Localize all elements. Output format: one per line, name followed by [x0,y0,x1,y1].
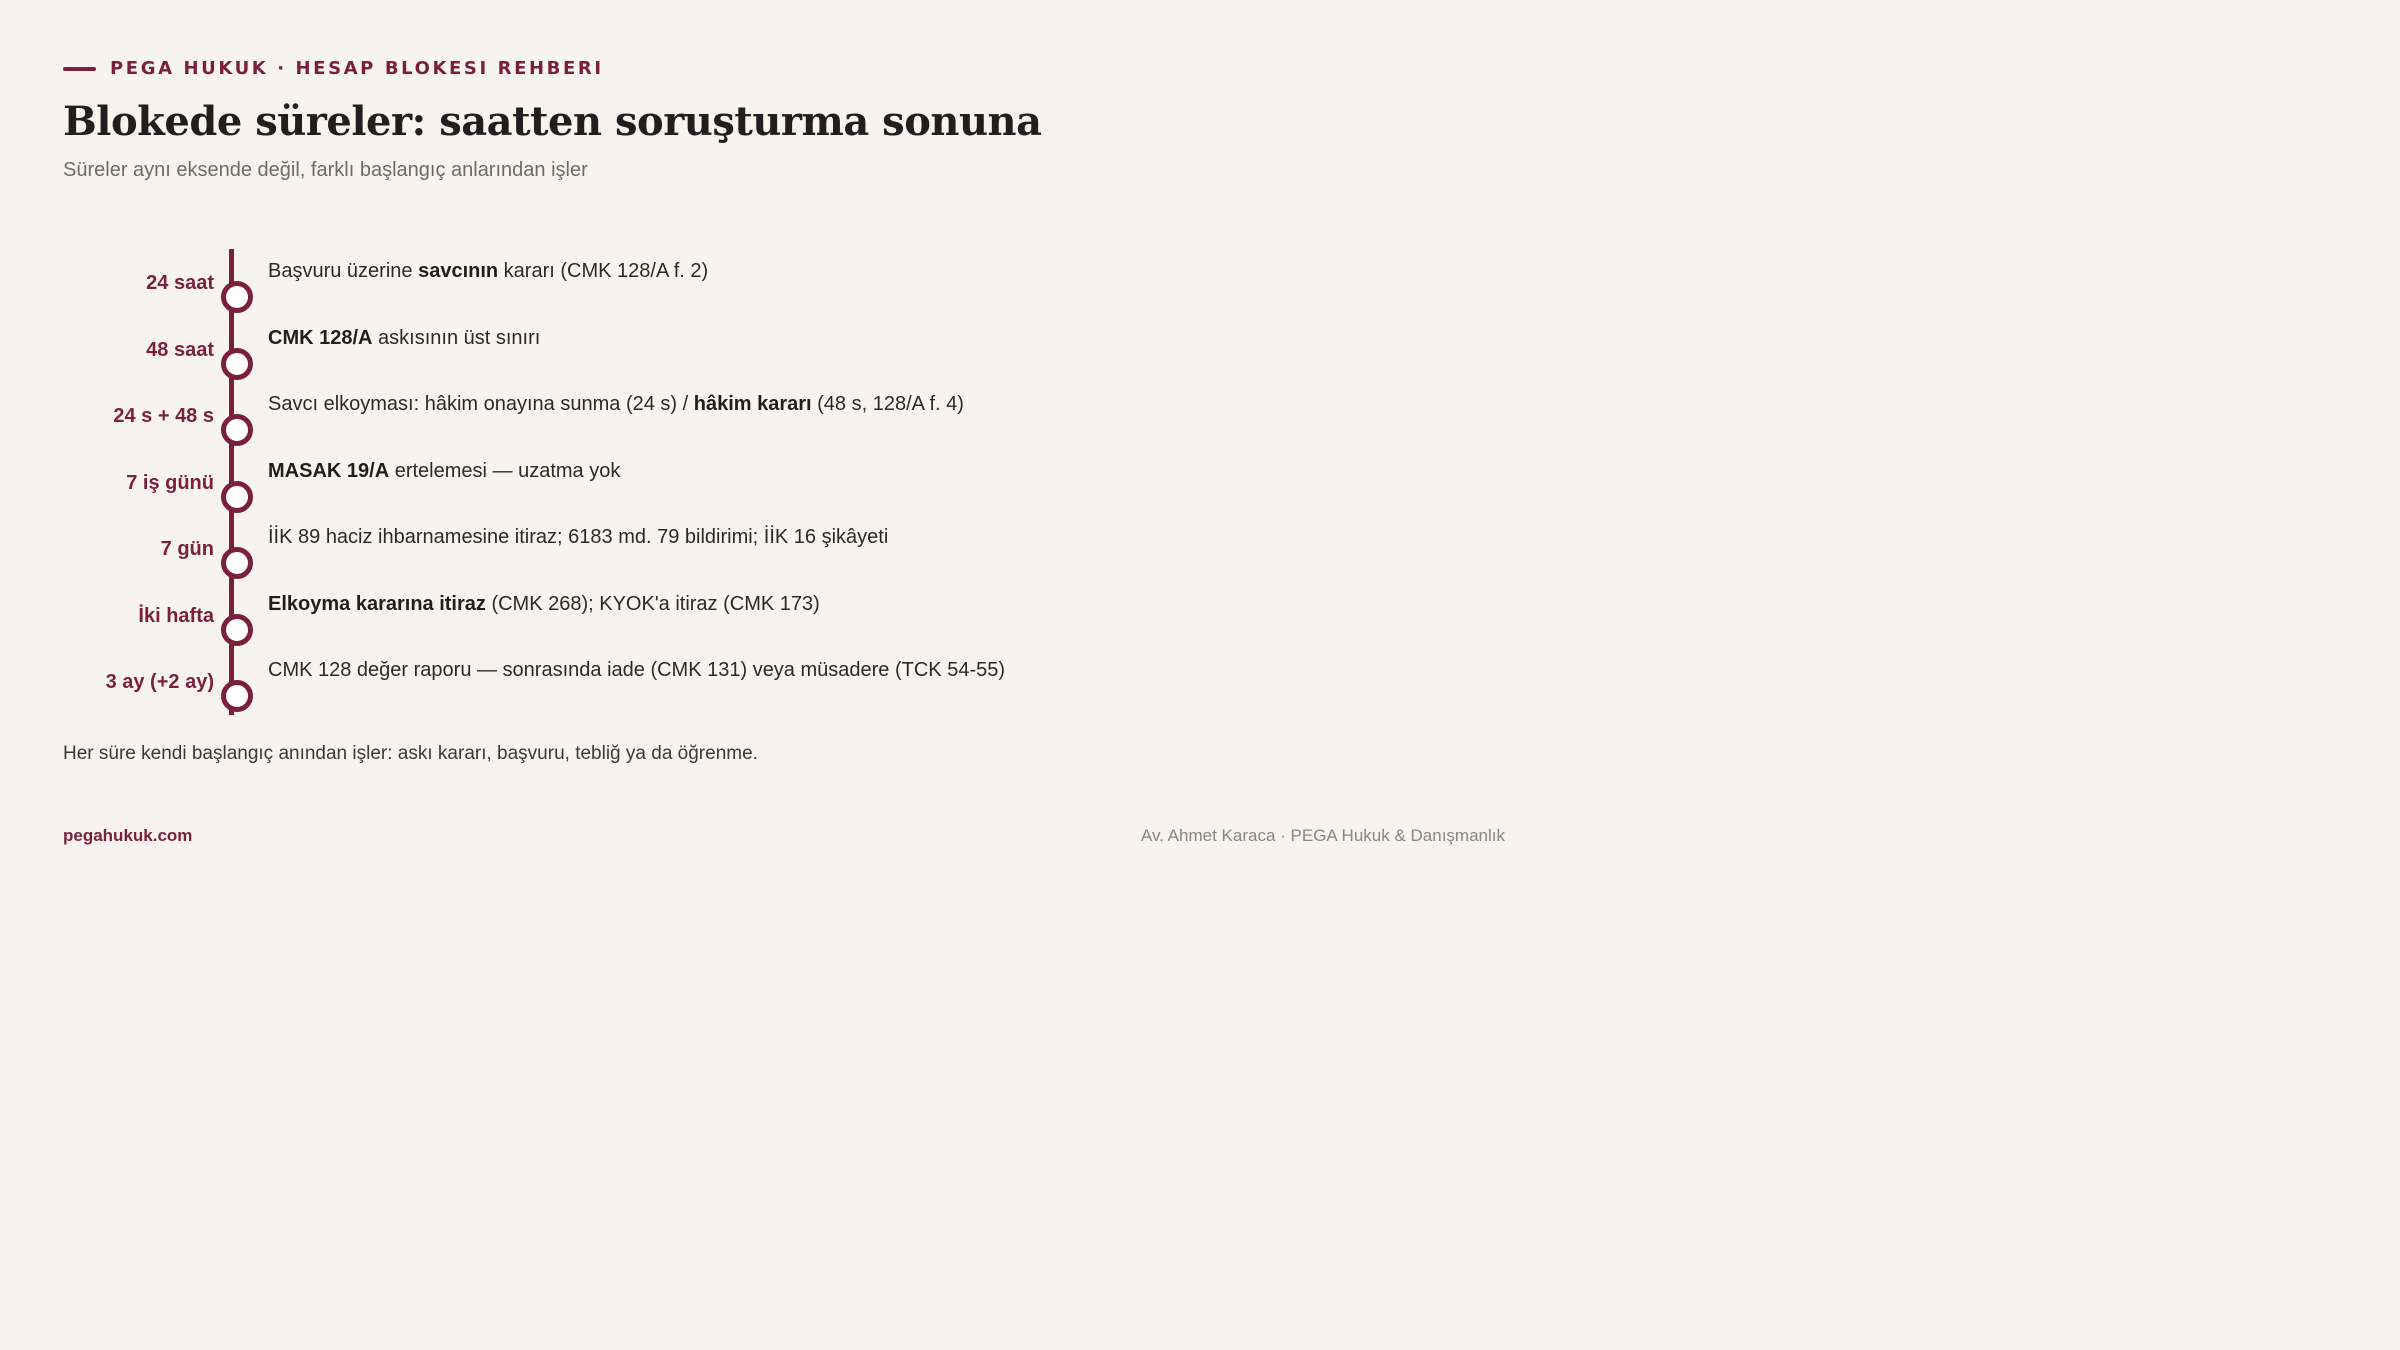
timeline-description [268,260,708,283]
kicker-rule [63,67,96,71]
description-text: Başvuru üzerine [268,260,419,282]
description-text: İİK 89 haciz ihbarnamesine itiraz; 6183 md. 79 bildirimi; İİK 16 şikâyeti [268,526,889,548]
timeline-duration: 7 gün [160,538,214,560]
timeline-marker-icon [221,481,253,513]
timeline-marker-icon [221,614,253,646]
timeline-duration: 48 saat [146,338,214,361]
timeline-row [0,659,1300,711]
description-emphasis: Elkoyma kararına itiraz [268,592,486,615]
page-subtitle: Süreler aynı eksende değil, farklı başlangıç anlarından işler [63,159,588,181]
kicker [63,58,604,79]
timeline-description [268,659,1005,682]
description-emphasis: CMK 128/A [268,326,373,349]
timeline-marker-icon [221,414,253,446]
kicker-text: PEGA HUKUK · HESAP BLOKESI REHBERI [110,58,604,79]
author-credit: Av. Ahmet Karaca · PEGA Hukuk & Danışmanlık [1140,826,1505,845]
timeline-duration: 24 saat [146,272,214,294]
timeline-row [0,592,1300,645]
timeline-description [268,393,964,416]
timeline-row [0,326,1300,379]
description-emphasis: MASAK 19/A [268,459,390,482]
description-text: (48 s, 128/A f. 4) [811,393,964,415]
description-text: CMK 128 değer raporu — sonrasında iade (CMK 131) veya müsadere (TCK 54-55) [268,659,1006,681]
timeline-row [0,459,1300,512]
timeline-row [0,260,1300,312]
footnote: Her süre kendi başlangıç anından işler: askı kararı, başvuru, tebliğ ya da öğrenme. [63,743,758,764]
timeline-row [0,526,1300,578]
description-text: Savcı elkoyması: hâkim onayına sunma (24 s) / [268,393,694,415]
timeline-marker-icon [221,680,253,712]
timeline-description [268,460,620,483]
timeline-marker-icon [221,281,253,313]
timeline-marker-icon [221,348,253,380]
timeline-description [268,526,888,549]
description-text: kararı (CMK 128/A f. 2) [498,260,709,282]
description-text: askısının üst sınırı [372,326,541,349]
timeline-duration: 3 ay (+2 ay) [105,671,214,693]
description-text: (CMK 268); KYOK'a itiraz (CMK 173) [485,592,820,615]
timeline-marker-icon [221,547,253,579]
description-emphasis: savcının [418,260,499,282]
timeline-duration: 7 iş günü [126,471,214,494]
description-text: ertelemesi — uzatma yok [389,459,621,482]
timeline-description [268,593,820,616]
page-title: Blokede süreler: saatten soruşturma sonuna [63,98,1042,145]
timeline-duration: 24 s + 48 s [113,405,214,427]
timeline-duration: İki hafta [138,604,214,627]
description-emphasis: hâkim kararı [693,393,812,415]
timeline-description [268,327,540,350]
timeline-row [0,393,1300,445]
website-link[interactable]: pegahukuk.com [63,826,193,845]
